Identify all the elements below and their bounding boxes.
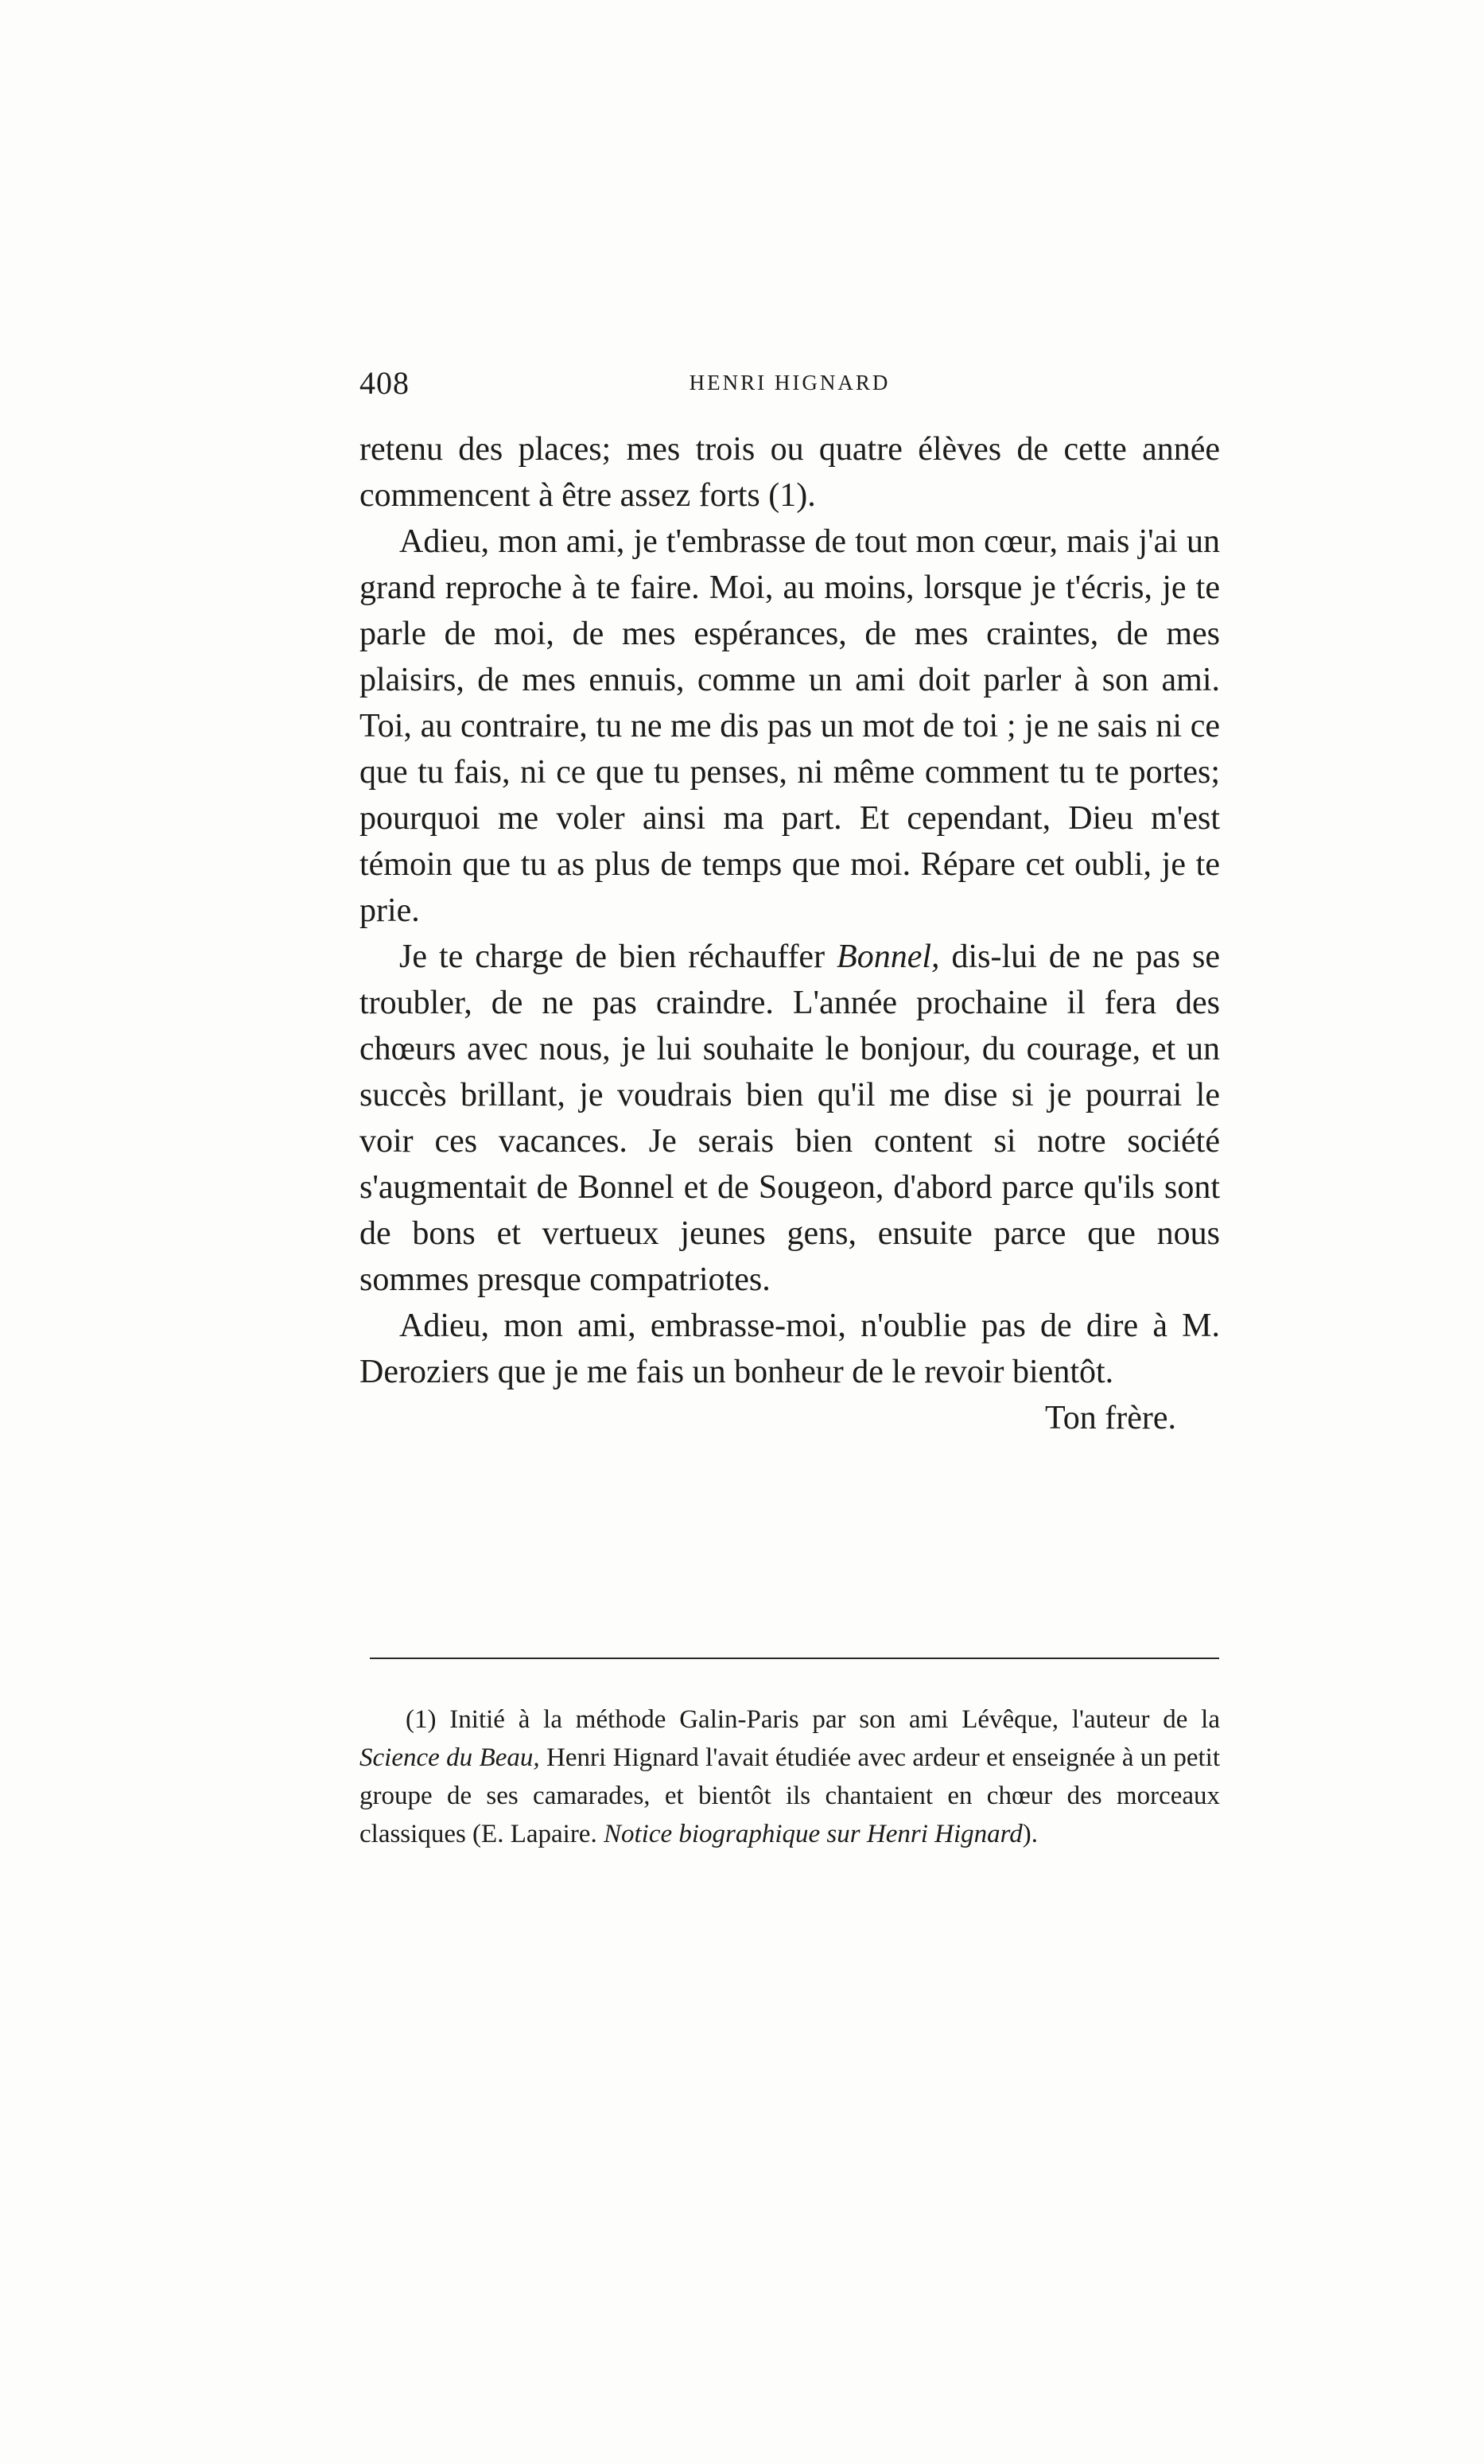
letter-body bbox=[359, 426, 1220, 1441]
paragraph-bonnel bbox=[359, 934, 1220, 1303]
name-bonnel: Bonnel, bbox=[837, 939, 940, 975]
paragraph-reproach: Adieu, mon ami, je t'embrasse de tout mon cœur, mais j'ai un grand reproche à te faire. Moi, au moins, lorsque je t'écris, je te parle de moi, de mes espérances, de mes craintes, de mes plaisirs, de mes ennuis, comme un ami doit parler à son ami. Toi, au contraire, tu ne me dis pas un mot de toi ; je ne sais ni ce que tu fais, ni ce que tu penses, ni même comment tu te portes; pourquoi me voler ainsi ma part. Et cependant, Dieu m'est témoin que tu as plus de temps que moi. Répare cet oubli, je te prie. bbox=[359, 523, 1220, 929]
footnote-text-2: Henri Hignard l'avait étudiée avec ardeur et enseignée à un petit groupe de ses camarades, et bientôt ils chantaient en chœur des morceaux classiques (E. Lapaire. bbox=[359, 1743, 1220, 1848]
paragraph-farewell: Adieu, mon ami, embrasse-moi, n'oublie pas de dire à M. Deroziers que je me fais un bonheur de le revoir bientôt. bbox=[359, 1308, 1220, 1390]
page-header bbox=[359, 364, 1220, 404]
page-number: 408 bbox=[359, 365, 410, 401]
paragraph-bonnel-rest: dis-lui de ne pas se troubler, de ne pas craindre. L'année prochaine il fera des chœurs avec nous, je lui souhaite le bonjour, du courage, et un succès brillant, je voudrais bien qu'il me dise si je pourrai le voir ces vacances. Je serais bien content si notre société s'augmentait de Bonnel et de Sougeon, d'abord parce qu'ils sont de bons et vertueux jeunes gens, ensuite parce que nous sommes presque compatriotes. bbox=[359, 939, 1221, 1298]
footnote-title-science-du-beau: Science du Beau, bbox=[359, 1743, 540, 1772]
footnote bbox=[359, 1700, 1220, 1853]
footnote-text-1: (1) Initié à la méthode Galin-Paris par son ami Lévêque, l'auteur de la bbox=[406, 1705, 1220, 1734]
footnote-rule bbox=[370, 1658, 1219, 1659]
paragraph-continuation: retenu des places; mes trois ou quatre élèves de cette année commencent à être assez forts (1). bbox=[359, 431, 1220, 514]
signoff: Ton frère. bbox=[1045, 1400, 1176, 1436]
paragraph-bonnel-start: Je te charge de bien réchauffer bbox=[399, 939, 837, 975]
footnote-title-notice: Notice biographique sur Henri Hignard bbox=[603, 1820, 1023, 1848]
footnote-text-3: ). bbox=[1022, 1820, 1038, 1848]
running-head: HENRI HIGNARD bbox=[689, 371, 891, 394]
